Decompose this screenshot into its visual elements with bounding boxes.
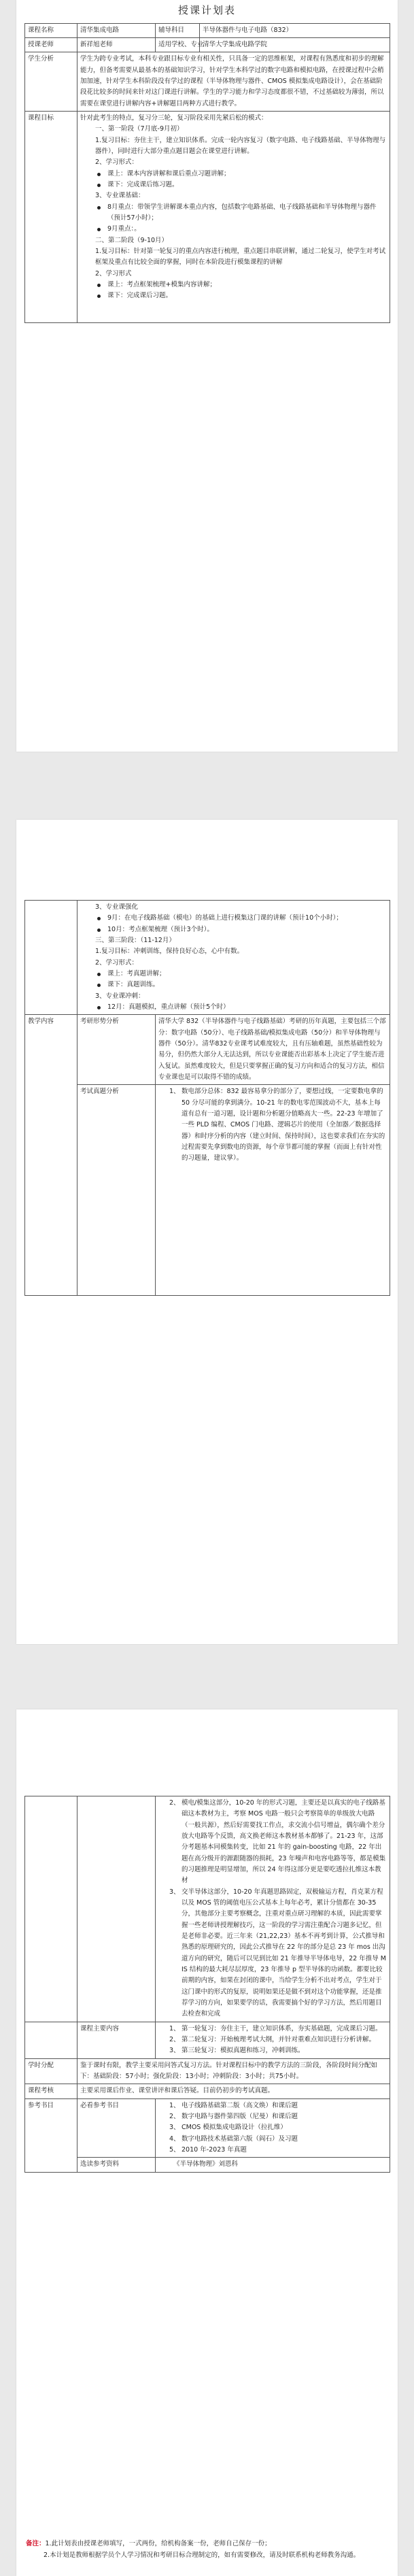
school-value: 清华大学集成电路学院: [200, 38, 390, 52]
round2-form-item: 课上：考点框架梳理+模集内容讲解；: [80, 280, 387, 290]
round3-sprint-item: 12月：真题模拟，重点讲解（预计5个时）: [80, 1002, 387, 1013]
book-item: 1、 电子线路基础第二版（高文焕）和课后题: [169, 2101, 298, 2109]
page-3: [16, 1709, 398, 2576]
page-title: 授课计划表: [177, 4, 236, 16]
round2-cont-title: 3、专业课强化: [95, 903, 139, 911]
course-plan-table: [24, 23, 390, 323]
course-label: 课程名称: [25, 23, 77, 37]
exam-cont-row: [25, 1796, 390, 2022]
content-row-exam: [25, 1085, 390, 1295]
round1-form-title: 2、学习形式：: [95, 158, 139, 167]
round1-form-item: 课下：完成课后练习题。: [80, 180, 387, 190]
schedule-text: 鉴于课时有限，教学主要采用问答式复习方法。针对课程目标中的教学方法的三阶段，各阶段时间分配如下：基础阶段：57小时；强化阶段：13小时；冲刺阶段：3小时；共75小时。: [77, 2058, 390, 2084]
footnote-line: 2.本计划是教师根据学员个人学习情况和考研目标合理制定的，如有需要修改，请及时联系机构老师教务沟通。: [44, 2551, 360, 2559]
step-item: 1、 第一轮复习：夯住主干，建立知识体系，夯实基础题，完成课后习题。: [169, 2024, 382, 2033]
schedule-row: [25, 2058, 390, 2084]
round3-title: 三、第三阶段：（11-12月）: [95, 936, 175, 944]
round1-focus-item: 9月重点：。: [80, 224, 387, 235]
subject-value: 半导体器件与电子电路（832）: [200, 23, 390, 37]
plan-label: 课程目标: [25, 112, 77, 323]
steps-row: [25, 2022, 390, 2058]
page-2: [16, 820, 398, 1644]
plan-cont-row: [25, 901, 390, 1015]
optional-book-item: 《半导体物理》刘恩科: [173, 2160, 239, 2169]
round2-title: 二、第二阶段（9-10月）: [95, 236, 169, 244]
round2-goal: 1.复习目标：针对第一轮复习的重点内容进行梳理，重点题目串联讲解，通过二轮复习，使学生对考试框架及重点有比较全面的掌握，同时在本阶段进行模集课程的讲解: [95, 248, 386, 267]
book-item: 2、 数字电路与器件第四版（尼曼）和课后题: [169, 2112, 298, 2120]
round3-form-item: 课下：真题训练。: [80, 980, 387, 990]
content-label: 教学内容: [25, 1015, 77, 1295]
footnote-tag: 备注：: [26, 2540, 46, 2547]
books-required-label: 必看参考书目: [77, 2098, 156, 2158]
exam-item: 2、 模电/模集这部分，10-20 年的形式习题，主要还是以真实的电子线路基础这本教材为主，考察 MOS 电路一般只会考察简单的单级放大电路（一般共源），然后好需要找工作点，求交流小信号增益，偶尔确个差分放大电路等个反馈，高文换老师这本教材基本都够了。21-23 年，这部分考题基本同模集转变，比如 21 年的 gain-boosting 电路，22 年出题在高分级开的源跟随器的损耗，23 年噪声和电容电路等等，都是模集的习题推理是明显增加，所以 24 年得这部分更是要吃透拉扎维这本教材: [169, 1799, 386, 1885]
round2-form-item: 课下：完成课后习题。: [80, 290, 387, 301]
subject-label: 辅导科目: [156, 23, 200, 37]
course-plan-table-cont: [24, 900, 390, 1296]
round3-sprint-title: 3、专业课冲刺：: [95, 992, 145, 1000]
exam-label: 考试真题分析: [77, 1085, 156, 1295]
round2-cont-item: 9月：在电子线路基础（模电）的基础上进行模集这门课的讲解（预计10个小时）；: [80, 913, 387, 924]
analysis-text: 学生为跨专业考试，本科专业跟目标专业有相关性，只具备一定的思维框架，对课程有熟悉度和初步的理解能力，但备考需要从最基本的基础知识学习，针对学生本科学过的数字电路和模拟电路，在授课过程中会稍加加速，针对学生本科阶段没有学过的课程（半导体物理与器件、CMOS 模拟集成电路设计），会在基础阶段花比较多的时间来针对这门课进行讲解。学生的学习能力和学习态度都很不错，不过基础较为薄弱，所以需要在课堂进行讲解内容+讲解题目两种方式进行教学。: [77, 52, 390, 112]
book-item: 3、 CMOS 模拟集成电路设计（拉扎维）: [169, 2124, 287, 2132]
page-1: [16, 0, 398, 752]
round3-form-title: 2、学习形式：: [95, 958, 139, 967]
exam-cont-body: [156, 1796, 390, 2022]
footnote-line: 1.此计划表由授课老师填写，一式两份，给机构备案一份，老师自己保存一份；: [45, 2540, 271, 2547]
teacher-value: 新祥旭老师: [77, 38, 156, 52]
content-analysis-label: 考研形势分析: [77, 1015, 156, 1085]
books-label: 参考书目: [25, 2098, 77, 2172]
round2-form-title: 2、学习形式: [95, 269, 132, 278]
schedule-label: 学时分配: [25, 2058, 77, 2084]
course-value: 清华集成电路: [77, 23, 156, 37]
analysis-label: 学生分析: [25, 52, 77, 112]
exam-item: 1、 数电部分总体：832 最容易拿分的部分了，要想过线，一定要数电拿的 50 分尽可能的拿到满分。10-21 年的数电零范围波动不大，基本上每道有总有一道习题，设计题和分析题分值略高大一些。22-23 年增加了一些 PLD 编程、CMOS 门电路、逻辑芯片的使用（全加器／数据选择器）和时序分析的内容（建立时间、保持时间），这也要求我们在夯实的过程需要先拿到数电的资源，每个章节都可能的掌握（而面上有针对性的习题量，建议掌）。: [169, 1088, 385, 1162]
books-optional-row: [25, 2158, 390, 2172]
course-plan-table-cont2: [24, 1796, 390, 2173]
plan-intro: 针对此考生的特点，复习分三轮，复习阶段采用先紧后松的模式：: [80, 114, 268, 122]
assessment-label: 课程考核: [25, 2084, 77, 2098]
plan-cont-body: [77, 901, 390, 1015]
steps-label: 课程主要内容: [77, 2022, 156, 2058]
exam-body: [156, 1085, 390, 1295]
assessment-text: 主要采用课后作业、课堂讲评和课后答疑。目前仍初步的考试真题。: [77, 2084, 390, 2098]
teacher-label: 授课老师: [25, 38, 77, 52]
round1-form-item: 课上：课本内容讲解和课后重点习题讲解；: [80, 169, 387, 180]
books-required-row: [25, 2098, 390, 2158]
exam-item: 3、 交半导体这部分，10-20 年真题思路固定，双极输运方程，肖克莱方程以及 MOS 管的阈值电压公式基本上每年必考，累计分值都在 30-35 分，其他部分主要考察概念，注重对重点研习理解的本质，因此需要掌握一些老师讲授理解技巧，这一阶段的学习需注重配合习题多记忆，但是老师非必要。近三年来（21,22,23）基本不再考到计算，公式推导和熟悉的原理研究的，因此公式推导在 22 年的部分是总 23 年 mos 出沟道方向的研究，随后可以见到比如 21 年推导半导体电导，22 年推导 MIS 结构的最大耗尽层厚度，23 年推导 p 型半导体的功函数。都要比较前期的内容，如果在封闭的课中，当给学生分析不出对考点，学生对于这门课中的形式的复原，说明如果还是做不到对这个功能掌握，还是推荐学习的方向，如果要学的话，我需要搞个好的学习方法，然后用题目去检查和完成: [169, 1888, 386, 2018]
assessment-row: [25, 2084, 390, 2098]
round1-goal: 1.复习目标：夯住主干，建立知识体系。完成一轮内容复习（数字电路、电子线路基础、半导体物理与器件），同时进行大部分重点题目题会在课堂进行讲解。: [95, 136, 386, 156]
analysis-row: [25, 52, 390, 112]
step-item: 2、 第二轮复习：开始梳理考试大纲，并针对重难点知识进行分析讲解。: [169, 2035, 376, 2043]
books-optional-label: 选读参考资料: [77, 2158, 156, 2172]
round1-title: 一、第一阶段（7月底-9月初）: [95, 125, 184, 133]
book-item: 5、 2010 年-2023 年真题: [169, 2145, 247, 2154]
book-item: 4、 数字电路技术基础第六版（阎石）及习题: [169, 2135, 298, 2143]
step-item: 3、 第三轮复习：模拟真题和练习，冲刺训练。: [169, 2047, 305, 2055]
plan-row: [25, 112, 390, 323]
header-row-2: [25, 38, 390, 52]
round3-goal: 1.复习目标：冲刺训练，保持良好心态，心中有数。: [95, 948, 244, 956]
school-label: 适用学校、专业: [156, 38, 200, 52]
plan-body: [77, 112, 390, 323]
steps-body: [156, 2022, 390, 2058]
content-analysis-text: 清华大学 832（半导体器件与电子线路基础）考研的历年真题，主要包括三个部分：数字电路（50分）、电子线路基础/模拟集成电路（50分）和半导体物理与器件（50分）。清华832专业课考试难度较大，且有压轴难题，虽然基础性较为易分，但仍然大部分人无法达到，所以专业课能否出彩基本上决定了学生能否进入复试。虽然难度较大，但是只要掌握正确的复习方向和适合的复习方法，相信专业课也是可以取得不错的成绩。: [156, 1015, 390, 1085]
books-optional-list: [156, 2158, 390, 2172]
round1-focus-title: 3、专业课基础：: [95, 192, 145, 200]
round1-focus-item: 8月重点：带领学生讲解课本重点内容，包括数字电路基础、电子线路基础和半导体物理与器件（预计57小时）；: [80, 202, 387, 224]
footnote: [26, 2539, 390, 2561]
content-row-analysis: [25, 1015, 390, 1085]
books-required-list: [156, 2098, 390, 2158]
round2-cont-item: 10月：考点框架梳理（预计3个时）。: [80, 924, 387, 935]
header-row-1: [25, 23, 390, 37]
round3-form-item: 课上：考真题讲解；: [80, 969, 387, 980]
